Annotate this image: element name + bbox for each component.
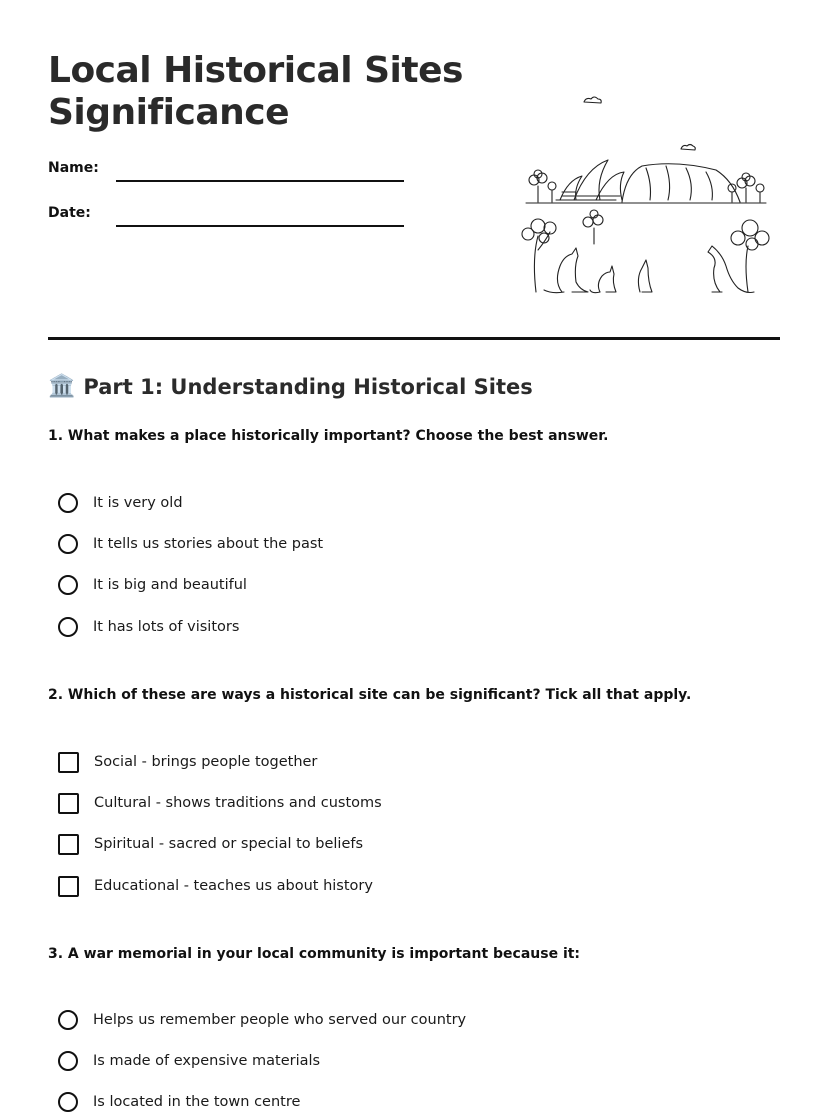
tree-icon xyxy=(583,210,603,244)
radio-button[interactable] xyxy=(58,575,78,595)
option-label: It tells us stories about the past xyxy=(93,536,324,552)
option-label: Cultural - shows traditions and customs xyxy=(94,795,382,811)
option-label: Is made of expensive materials xyxy=(93,1053,321,1069)
q1-option-4[interactable] xyxy=(58,615,239,639)
option-label: Educational - teaches us about history xyxy=(94,878,373,894)
title-line-1: Local Historical Sites xyxy=(48,50,463,91)
checkbox[interactable] xyxy=(58,834,79,855)
australian-landmarks-illustration xyxy=(516,88,772,300)
date-field[interactable] xyxy=(116,225,404,227)
option-label: It is big and beautiful xyxy=(93,577,247,593)
section-divider xyxy=(48,337,780,340)
question-1: 1. What makes a place historically important? Choose the best answer. xyxy=(48,428,609,444)
classical-building-icon: 🏛️ xyxy=(48,374,76,399)
tree-icon xyxy=(529,170,556,202)
radio-button[interactable] xyxy=(58,493,78,513)
name-label: Name: xyxy=(48,160,99,176)
option-label: It has lots of visitors xyxy=(93,619,240,635)
checkbox[interactable] xyxy=(58,752,79,773)
part1-heading xyxy=(48,374,533,399)
option-label: Is located in the town centre xyxy=(93,1094,301,1110)
cloud-icon xyxy=(584,97,601,103)
kangaroo-icon xyxy=(544,248,588,293)
radio-button[interactable] xyxy=(58,1010,78,1030)
option-label: It is very old xyxy=(93,495,183,511)
radio-button[interactable] xyxy=(58,1051,78,1071)
q3-option-2[interactable] xyxy=(58,1049,320,1073)
part1-title: Part 1: Understanding Historical Sites xyxy=(83,374,533,399)
tree-icon xyxy=(731,220,769,292)
kangaroo-icon xyxy=(590,266,616,293)
q2-option-3[interactable] xyxy=(58,832,363,856)
checkbox[interactable] xyxy=(58,793,79,814)
q1-option-3[interactable] xyxy=(58,573,247,597)
q2-option-1[interactable] xyxy=(58,750,317,774)
option-label: Spiritual - sacred or special to beliefs xyxy=(94,836,364,852)
q2-option-4[interactable] xyxy=(58,874,373,898)
uluru-icon xyxy=(622,164,740,202)
page-title xyxy=(48,50,463,134)
question-2: 2. Which of these are ways a historical site can be significant? Tick all that apply. xyxy=(48,687,692,703)
q1-option-1[interactable] xyxy=(58,491,183,515)
radio-button[interactable] xyxy=(58,1092,78,1112)
radio-button[interactable] xyxy=(58,617,78,637)
name-field[interactable] xyxy=(116,180,404,182)
cloud-icon xyxy=(681,145,695,151)
opera-house-icon xyxy=(556,160,624,200)
tree-icon xyxy=(522,219,556,292)
question-3: 3. A war memorial in your local community is important because it: xyxy=(48,946,581,962)
kangaroo-icon xyxy=(638,260,652,292)
title-line-2: Significance xyxy=(48,92,290,133)
q3-option-3[interactable] xyxy=(58,1090,300,1114)
q2-option-2[interactable] xyxy=(58,791,382,815)
q3-option-1[interactable] xyxy=(58,1008,466,1032)
q1-option-2[interactable] xyxy=(58,532,323,556)
option-label: Social - brings people together xyxy=(94,754,318,770)
radio-button[interactable] xyxy=(58,534,78,554)
option-label: Helps us remember people who served our country xyxy=(93,1012,467,1028)
date-label: Date: xyxy=(48,205,91,221)
checkbox[interactable] xyxy=(58,876,79,897)
